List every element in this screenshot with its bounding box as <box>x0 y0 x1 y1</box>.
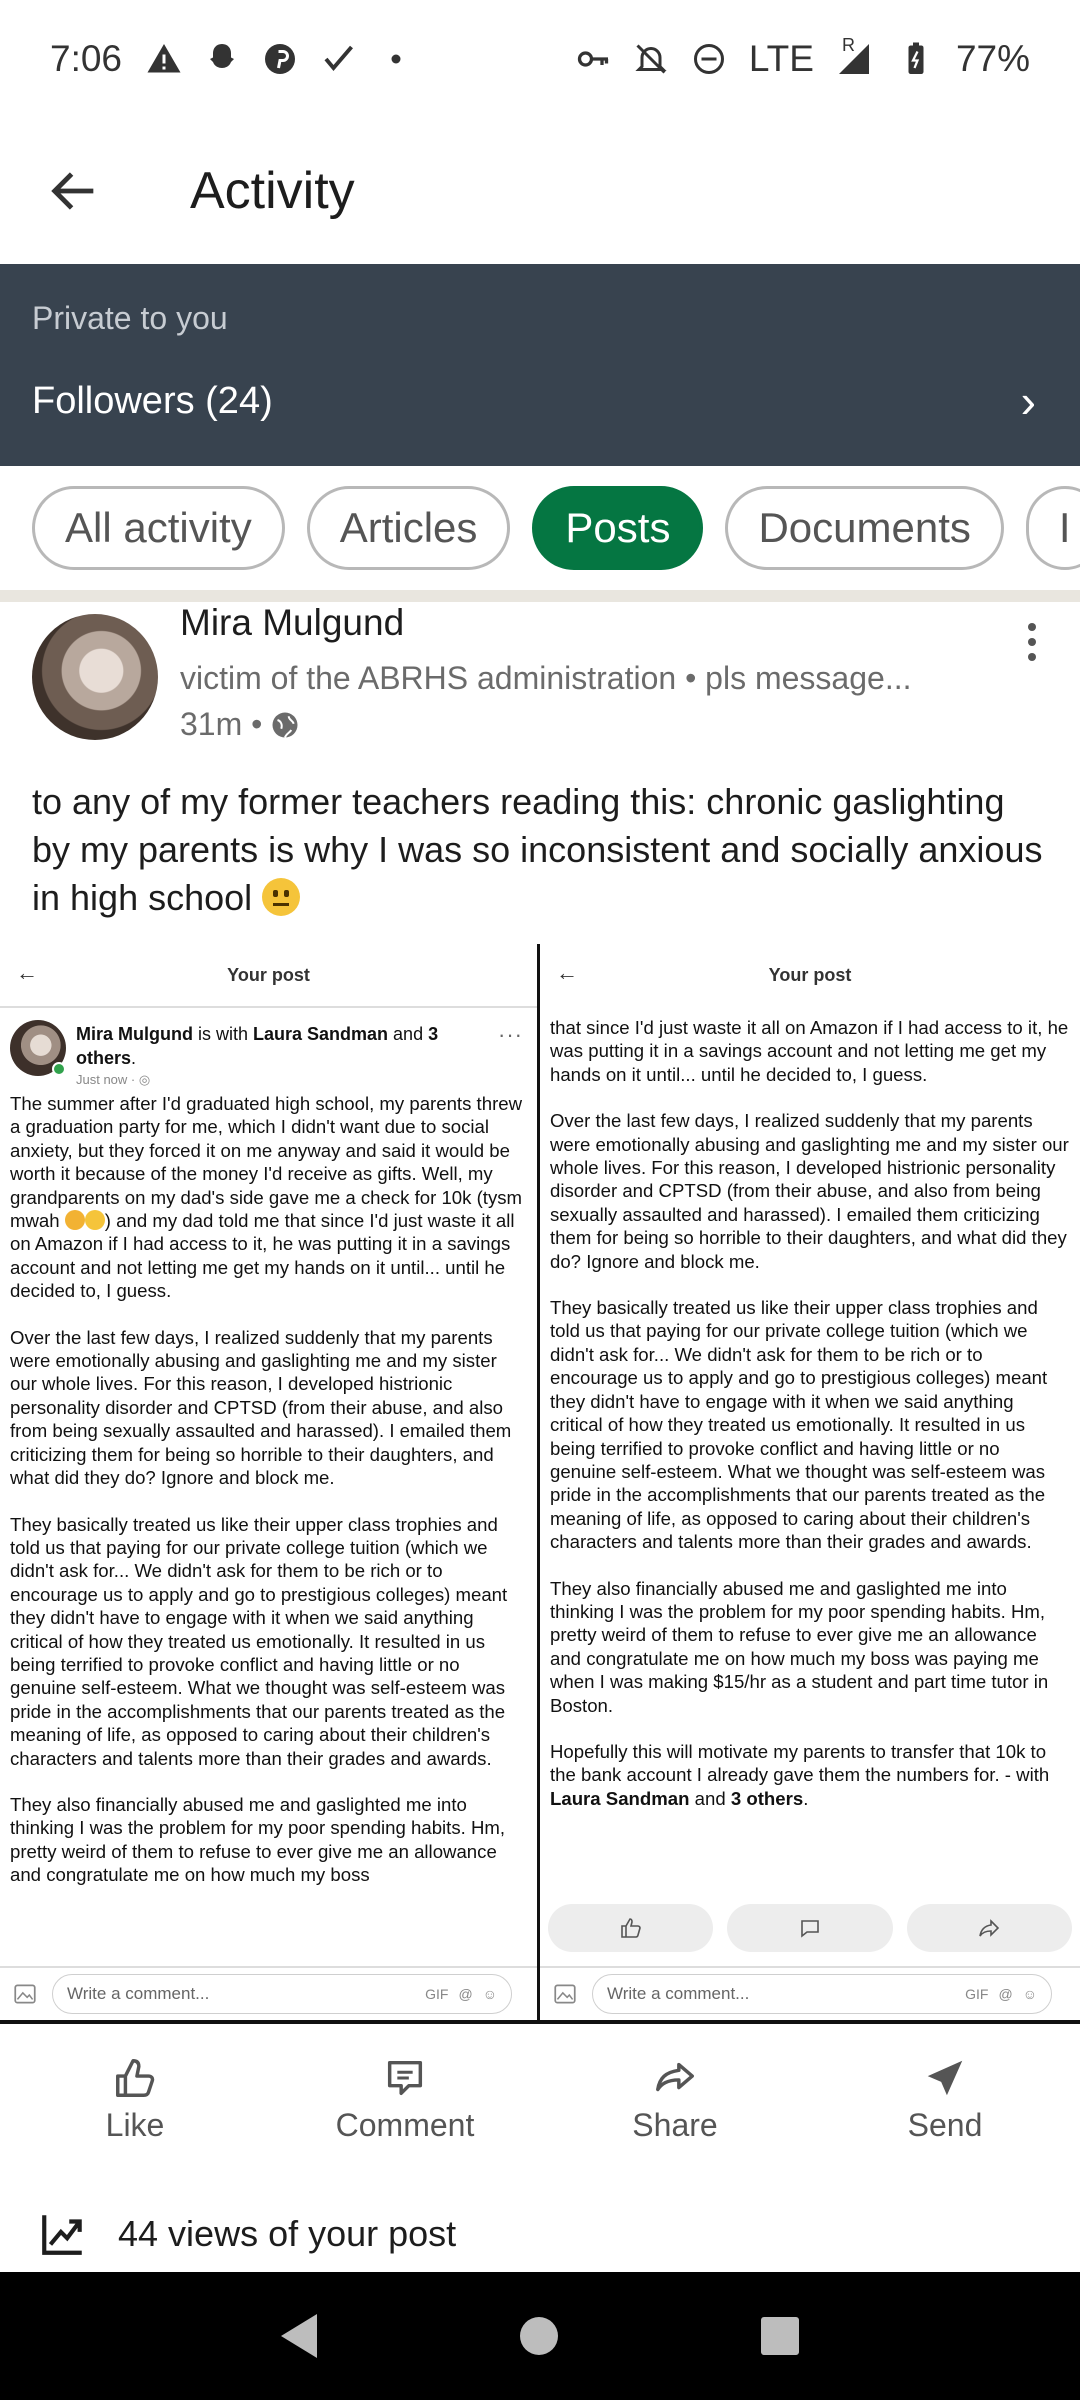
share-icon <box>652 2055 698 2101</box>
comment-icon <box>382 2055 428 2101</box>
nav-recents-icon[interactable] <box>761 2317 799 2355</box>
battery-icon <box>898 41 934 77</box>
section-divider <box>0 590 1080 602</box>
do-not-disturb-icon <box>691 41 727 77</box>
dot-icon <box>378 41 414 77</box>
vpn-key-icon <box>575 41 611 77</box>
screenshot-author-row <box>0 1008 537 1092</box>
screenshot-author: Mira Mulgund is with Laura Sandman and 3 others. <box>76 1024 439 1068</box>
attached-screenshot-2[interactable] <box>540 944 1080 2024</box>
activity-filter-bar <box>0 466 1080 590</box>
kissing-face-emoji-icon <box>65 1210 85 1230</box>
filter-chip-documents[interactable]: Documents <box>725 486 1003 570</box>
neutral-face-emoji-icon <box>262 878 300 916</box>
screenshot-comment-input: Write a comment... GIF @ ☺ <box>592 1974 1052 2014</box>
filter-chip-images[interactable]: I <box>1026 486 1080 570</box>
filter-chip-all-activity[interactable]: All activity <box>32 486 285 570</box>
battery-level: 77% <box>955 38 1030 79</box>
roaming-indicator: R <box>841 35 855 55</box>
comment-icon <box>727 1904 892 1952</box>
signal-icon <box>836 35 876 77</box>
pinterest-icon <box>262 41 298 77</box>
post-text <box>32 778 1052 922</box>
post-time: 31m • <box>180 706 263 742</box>
gif-icon: GIF <box>965 1986 989 2002</box>
more-icon: ··· <box>498 1022 523 1047</box>
status-time: 7:06 <box>50 38 123 79</box>
comment-button[interactable]: Comment <box>270 2024 540 2174</box>
like-button[interactable]: Like <box>0 2024 270 2174</box>
chevron-right-icon: › <box>1020 375 1036 427</box>
screenshot-comment-bar <box>540 1966 1080 2020</box>
arrow-left-icon: ← <box>16 960 38 985</box>
post-body: to any of my former teachers reading this: chronic gaslighting by my parents is why I was so inconsistent and socially anxious in high school <box>32 781 1043 918</box>
arrow-left-icon <box>45 162 103 220</box>
private-label: Private to you <box>32 300 228 336</box>
emoji-icon: ☺ <box>1022 1986 1037 2002</box>
gif-icon: GIF <box>425 1986 449 2002</box>
page-title: Activity <box>190 162 355 220</box>
screenshot-comment-bar <box>0 1966 540 2020</box>
back-button[interactable] <box>38 155 110 227</box>
post-author[interactable]: Mira Mulgund <box>180 602 405 643</box>
notifications-off-icon <box>633 41 669 77</box>
photo-icon <box>12 1981 38 2007</box>
screenshot-title: Your post <box>227 964 310 985</box>
online-indicator-icon <box>52 1062 66 1076</box>
screenshot-header <box>0 944 537 1006</box>
filter-chip-articles[interactable]: Articles <box>307 486 511 570</box>
author-headline: victim of the ABRHS administration • pls message... <box>180 660 912 696</box>
warning-icon <box>146 41 182 77</box>
globe-icon <box>270 710 300 740</box>
more-options-button[interactable] <box>1012 612 1052 672</box>
mention-icon: @ <box>998 1986 1013 2002</box>
thumbs-up-icon <box>548 1904 713 1952</box>
nav-home-icon[interactable] <box>520 2317 558 2355</box>
share-icon <box>907 1904 1072 1952</box>
screenshot-timestamp: Just now · ◎ <box>76 1072 151 1087</box>
photo-icon <box>552 1981 578 2007</box>
post-meta <box>180 706 300 743</box>
followers-panel[interactable] <box>0 264 1080 466</box>
screenshot-body: The summer after I'd graduated high school, my parents threw a graduation party for me, which I didn't want due to social anxiety, but they forced it on me anyway and said it would be worth it because of the money I'd receive as gifts. Well, my grandparents on my dad's side gave me a check for 10k (tysm mwah ) and my dad told me that since I'd just waste it all on Amazon if I had access to it, he was putting it in a savings account and not letting me get my hands on it until... until he decided to, I guess. Over the last few days, I realized suddenly that my parents were emotionally abusing and gaslighting me and my sister our whole lives. For this reason, I developed histrionic personality disorder and CPTSD (from their abuse, and also from being sexually assaulted and harassed). I emailed them criticizing them for being so horrible to their daughters, and what did they do? Ignore and block me. They basically treated us like their upper class trophies and told us that paying for our private college tuition (which we didn't ask for... We didn't ask for them to be rich or to encourage us to apply and go to prestigious colleges) meant they didn't have to engage with it when we said anything critical of how they treated us emotionally. It resulted in us being terrified to provoke conflict and having little or no genuine self-esteem. What we thought was self-esteem was pride in the accomplishments that our parents treated as the meaning of life, as opposed to caring about their children's characters and talents more than their grades and awards. They also financially abused me and gaslighted me into thinking I was the problem for my poor spending habits. Hm, pretty weird of them to refuse to ever give me an allowance and congratulate me on how much my boss <box>10 1093 523 1886</box>
system-navigation-bar <box>0 2272 1080 2400</box>
arrow-left-icon: ← <box>556 960 578 985</box>
network-type: LTE <box>748 38 814 79</box>
snapchat-icon <box>204 41 240 77</box>
thumbs-up-icon <box>112 2055 158 2101</box>
screenshot-actions <box>548 1904 1072 1952</box>
check-icon <box>320 41 356 77</box>
filter-chip-posts[interactable]: Posts <box>532 486 703 570</box>
post-actions <box>0 2024 1080 2174</box>
screenshot-header <box>540 944 1080 1006</box>
send-icon <box>922 2055 968 2101</box>
screenshot-title: Your post <box>768 964 852 985</box>
attached-screenshot-1[interactable] <box>0 944 540 2024</box>
post-header <box>0 602 1080 762</box>
post-media[interactable] <box>0 944 1080 2024</box>
share-button[interactable]: Share <box>540 2024 810 2174</box>
mention-icon: @ <box>458 1986 473 2002</box>
emoji-icon: ☺ <box>482 1986 497 2002</box>
send-button[interactable]: Send <box>810 2024 1080 2174</box>
app-bar <box>0 118 1080 264</box>
status-bar <box>0 0 1080 118</box>
screenshot-body: that since I'd just waste it all on Amazon if I had access to it, he was putting it in a savings account and not letting me get my hands on it until... until he decided to, I guess. Over the last few days, I realized suddenly that my parents were emotionally abusing and gaslighting me and my sister our whole lives. For this reason, I developed histrionic personality disorder and CPTSD (from their abuse, and also from being sexually assaulted and harassed). I emailed them criticizing them for being so horrible to their daughters, and what did they do? Ignore and block me. They basically treated us like their upper class trophies and told us that paying for our private college tuition (which we didn't ask for... We didn't ask for them to be rich or to encourage us to apply and go to prestigious colleges) meant they didn't have to engage with it when we said anything critical of how they treated us emotionally. It resulted in us being terrified to provoke conflict and having little or no genuine self-esteem. What we thought was self-esteem was pride in the accomplishments that our parents treated as the meaning of life, as opposed to caring about their children's characters and talents more than their grades and awards. They also financially abused me and gaslighted me into thinking I was the problem for my poor spending habits. Hm, pretty weird of them to refuse to ever give me an allowance and congratulate me on how much my boss was paying me when I was making $15/hr as a student and part time tutor in Boston. Hopefully this will motivate my parents to transfer that 10k to the bank account I already gave them the numbers for. - with Laura Sandman and 3 others. <box>550 1017 1069 1809</box>
nav-back-icon[interactable] <box>281 2314 317 2358</box>
views-count: 44 views of your post <box>118 2213 457 2254</box>
screenshot-comment-input: Write a comment... GIF @ ☺ <box>52 1974 512 2014</box>
trending-chart-icon <box>38 2209 88 2259</box>
avatar[interactable] <box>32 614 158 740</box>
winking-kiss-emoji-icon <box>85 1210 105 1230</box>
followers-count: Followers (24) <box>32 380 273 422</box>
